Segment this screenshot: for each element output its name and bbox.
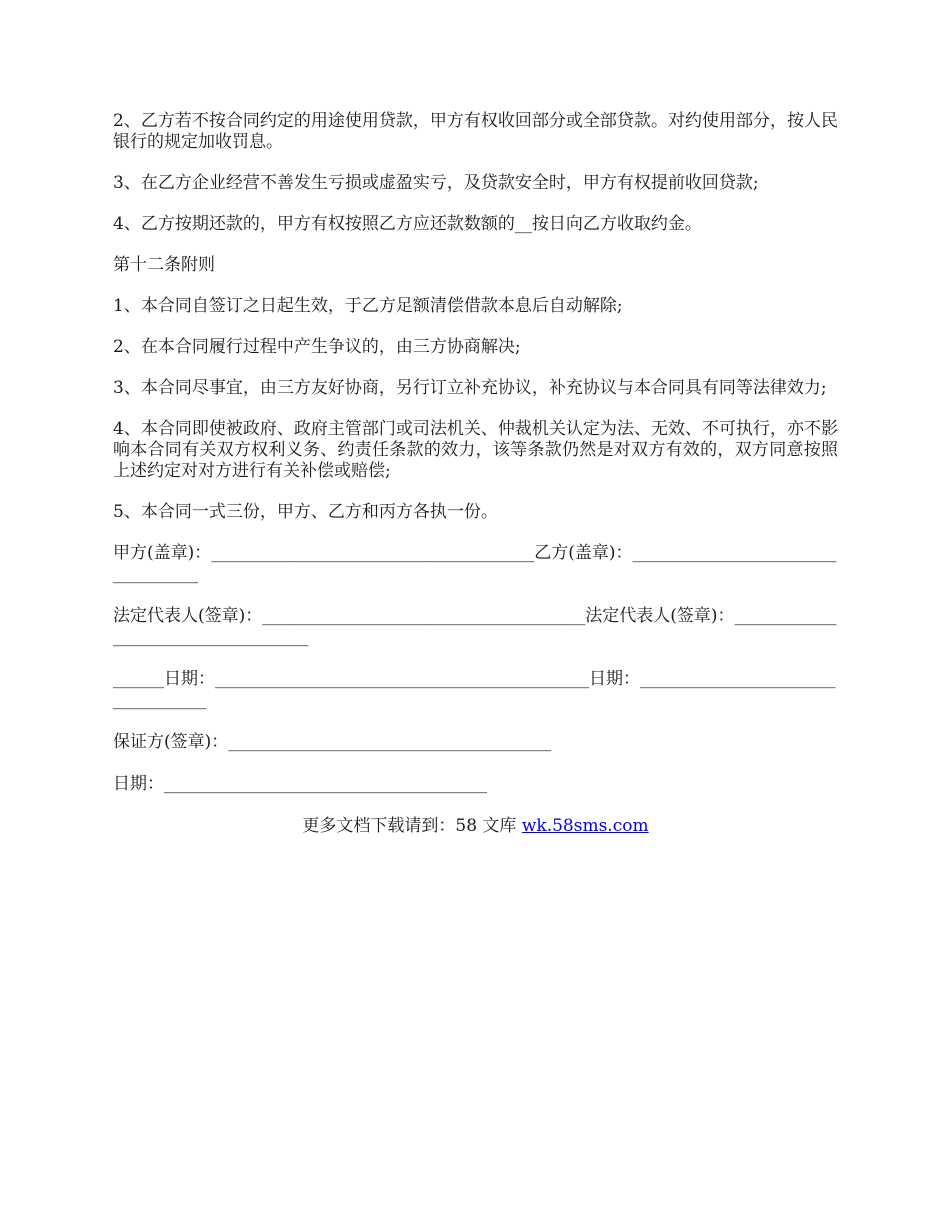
signature-party-a-b: 甲方(盖章)：______________________________________乙方(盖章)：__________________________________ (113, 543, 837, 584)
clause-11-2: 2、乙方若不按合同约定的用途使用贷款，甲方有权收回部分或全部贷款。对约使用部分，按人民银行的规定加收罚息。 (113, 111, 838, 152)
footer-text: 更多文档下载请到：58 文库 (302, 816, 522, 836)
section-heading-article-12: 第十二条附则 (113, 255, 215, 275)
footer (113, 816, 838, 837)
clause-12-3: 3、本合同尽事宜，由三方友好协商，另行订立补充协议，补充协议与本合同具有同等法律效力; (113, 378, 827, 398)
clause-12-1: 1、本合同自签订之日起生效，于乙方足额清偿借款本息后自动解除; (113, 296, 623, 316)
document-page (113, 111, 838, 837)
footer-link[interactable]: wk.58sms.com (521, 816, 649, 836)
clause-12-2: 2、在本合同履行过程中产生争议的，由三方协商解决; (113, 337, 521, 357)
signature-dates: ______日期：____________________________________________日期：__________________________________ (113, 669, 836, 710)
clause-12-5: 5、本合同一式三份，甲方、乙方和丙方各执一份。 (113, 502, 498, 522)
clause-12-4: 4、本合同即使被政府、政府主管部门或司法机关、仲裁机关认定为法、无效、不可执行，亦不影响本合同有关双方权利义务、约责任条款的效力，该等条款仍然是对双方有效的，双方同意按照上述约定对对方进行有关补偿或赔偿; (113, 419, 838, 481)
signature-guarantor-date: 日期：______________________________________ (113, 774, 487, 794)
clause-11-3: 3、在乙方企业经营不善发生亏损或虚盈实亏，及贷款安全时，甲方有权提前收回贷款; (113, 173, 759, 193)
signature-guarantor: 保证方(签章)：______________________________________ (113, 732, 552, 752)
signature-legal-representatives: 法定代表人(签章)：______________________________________法定代表人(签章)：___________________________________ (113, 606, 837, 647)
clause-11-4: 4、乙方按期还款的，甲方有权按照乙方应还款数额的__按日向乙方收取约金。 (113, 214, 702, 234)
